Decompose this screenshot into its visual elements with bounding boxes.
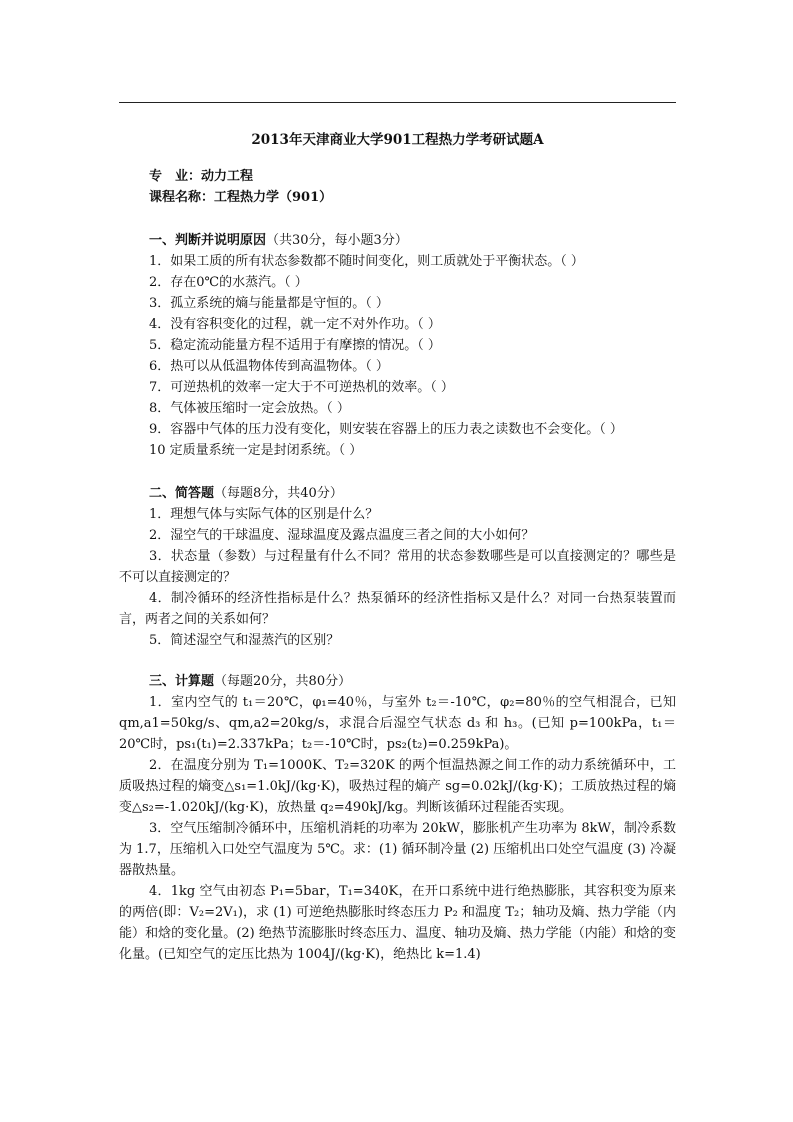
section3-heading: 三、计算题: [149, 674, 215, 689]
section3-note: （每题20分，共80分）: [214, 674, 352, 689]
s1-item: 1．如果工质的所有状态参数都不随时间变化，则工质就处于平衡状态。（ ）: [149, 254, 584, 269]
s2-item: 1．理想气体与实际气体的区别是什么？: [149, 507, 379, 522]
s1-item: 6．热可以从低温物体传到高温物体。（ ）: [149, 359, 389, 374]
s2-item: 3．状态量（参数）与过程量有什么不同？常用的状态参数哪些是可以直接测定的？哪些是不可以直接测定的？: [119, 549, 676, 585]
s3-item: 3．空气压缩制冷循环中，压缩机消耗的功率为 20kW，膨胀机产生功率为 8kW，制冷系数为 1.7，压缩机入口处空气温度为 5℃。求：(1) 循环制冷量 (2) 压缩机出口处空气温度 (3) 冷凝器散热量。: [119, 821, 676, 878]
section3-heading-line: [149, 673, 351, 691]
s1-item: 3．孤立系统的熵与能量都是守恒的。（ ）: [149, 296, 389, 311]
s3-item: 4．1kg 空气由初态 P₁=5bar，T₁=340K，在开口系统中进行绝热膨胀，其容积变为原来的两倍(即：V₂=2V₁)，求 (1) 可逆绝热膨胀时终态压力 P₂ 和温度 T₂；轴功及熵、热力学能（内能）和焓的变化量。(2) 绝热节流膨胀时终态压力、温度、轴功及熵、热力学能（内能）和焓的变化量。(已知空气的定压比热为 1004J/(kg·K)，绝热比 k=1.4): [119, 884, 676, 962]
s3-item: 2．在温度分别为 T₁=1000K、T₂=320K 的两个恒温热源之间工作的动力系统循环中，工质吸热过程的熵变△s₁=1.0kJ/(kg·K)，吸热过程的熵产 sg=0.02kJ/(kg·K)；工质放热过程的熵变△s₂=-1.020kJ/(kg·K)，放热量 q₂=490kJ/kg。判断该循环过程能否实现。: [119, 758, 676, 815]
s3-item: 1．室内空气的 t₁＝20℃，φ₁=40％，与室外 t₂＝-10℃，φ₂=80％的空气相混合，已知 qm,a1=50kg/s、qm,a2=20kg/s，求混合后湿空气状态 d₃ 和 h₃。(已知 p=100kPa，t₁＝20℃时，ps₁(t₁)=2.337kPa；t₂＝-10℃时，ps₂(t₂)=0.259kPa)。: [119, 695, 676, 752]
section1-note: （共30分，每小题3分）: [266, 233, 408, 248]
header-rule: [119, 102, 676, 103]
section2-heading-line: [149, 485, 343, 503]
s2-item: 2．湿空气的干球温度、湿球温度及露点温度三者之间的大小如何？: [149, 528, 535, 543]
s1-item: 4．没有容积变化的过程，就一定不对外作功。（ ）: [149, 317, 441, 332]
s1-item: 2．存在0℃的水蒸汽。（ ）: [149, 275, 308, 290]
s2-item: 5．简述湿空气和湿蒸汽的区别？: [149, 633, 340, 648]
s1-item: 9．容器中气体的压力没有变化，则安装在容器上的压力表之读数也不会变化。（ ）: [149, 422, 623, 437]
s1-item: 10 定质量系统一定是封闭系统。（ ）: [149, 443, 363, 458]
s1-item: 8．气体被压缩时一定会放热。（ ）: [149, 401, 350, 416]
course-label: 课程名称：工程热力学（901）: [149, 190, 333, 205]
page-title: 2013年天津商业大学901工程热力学考研试题A: [251, 132, 544, 148]
section2-note: （每题8分，共40分）: [214, 486, 343, 501]
s1-item: 7．可逆热机的效率一定大于不可逆热机的效率。（ ）: [149, 380, 454, 395]
major-label: 专 业：动力工程: [149, 169, 254, 184]
section2-heading: 二、简答题: [149, 486, 215, 501]
s1-item: 5．稳定流动能量方程不适用于有摩擦的情况。（ ）: [149, 338, 441, 353]
section1-heading-line: [149, 232, 408, 250]
section1-heading: 一、判断并说明原因: [149, 233, 267, 248]
s2-item: 4．制冷循环的经济性指标是什么？热泵循环的经济性指标又是什么？对同一台热泵装置而言，两者之间的关系如何？: [119, 591, 676, 627]
